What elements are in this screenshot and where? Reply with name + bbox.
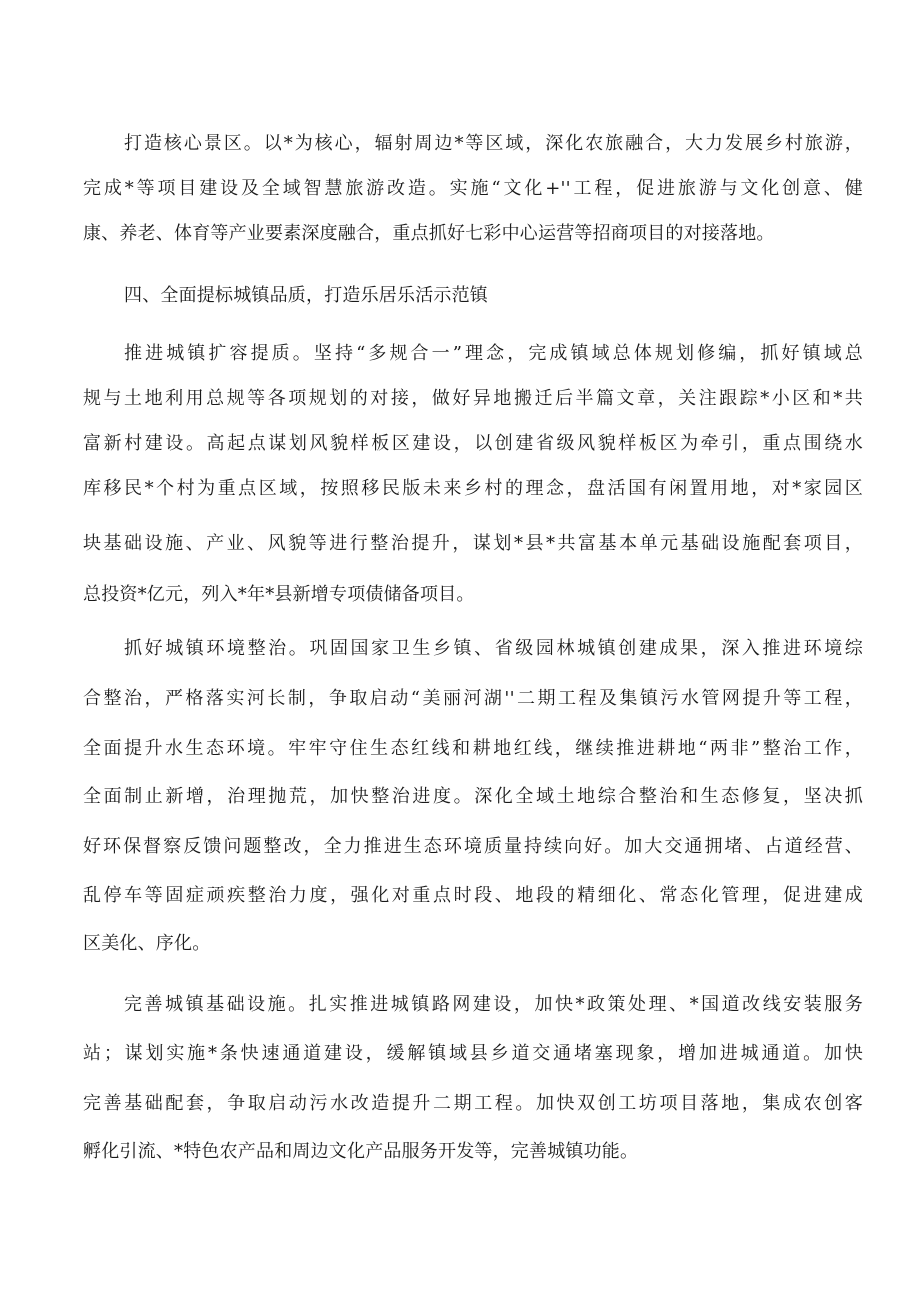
paragraph-town-expansion-line-1: 推进城镇扩容提质。坚持“多规合一”理念，完成镇域总体规划修编，抓好镇域总 [124, 343, 863, 364]
paragraph-environment-line-6: 乱停车等固症顽疾整治力度，强化对重点时段、地段的精细化、常态化管理，促进建成 [83, 885, 863, 906]
paragraph-core-scenic-area-line-3: 康、养老、体育等产业要素深度融合，重点抓好七彩中心运营等招商项目的对接落地。 [83, 223, 775, 244]
paragraph-town-expansion-line-4: 库移民*个村为重点区域，按照移民版未来乡村的理念，盘活国有闲置用地，对*家园区 [83, 478, 863, 499]
paragraph-town-expansion-line-6: 总投资*亿元，列入*年*县新增专项债储备项目。 [83, 584, 475, 605]
paragraph-infrastructure-line-3: 完善基础配套，争取启动污水改造提升二期工程。加快双创工坊项目落地，集成农创客 [83, 1093, 863, 1114]
paragraph-town-expansion-line-5: 块基础设施、产业、风貌等进行整治提升，谋划*县*共富基本单元基础设施配套项目， [83, 533, 863, 554]
paragraph-town-expansion-line-2: 规与土地利用总规等各项规划的对接，做好异地搬迁后半篇文章，关注跟踪*小区和*共 [83, 388, 863, 409]
paragraph-environment-line-2: 合整治，严格落实河长制，争取启动“美丽河湖''二期工程及集镇污水管网提升等工程， [83, 688, 863, 709]
paragraph-environment-line-5: 好环保督察反馈问题整改，全力推进生态环境质量持续向好。加大交通拥堵、占道经营、 [83, 836, 863, 857]
paragraph-infrastructure-line-1: 完善城镇基础设施。扎实推进城镇路网建设，加快*政策处理、*国道改线安装服务 [124, 994, 863, 1015]
paragraph-infrastructure-line-2: 站；谋划实施*条快速通道建设，缓解镇域县乡道交通堵塞现象，增加进城通道。加快 [83, 1043, 863, 1064]
paragraph-town-expansion-line-3: 富新村建设。高起点谋划风貌样板区建设，以创建省级风貌样板区为牵引，重点围绕水 [83, 433, 863, 454]
paragraph-environment-line-3: 全面提升水生态环境。牢牢守住生态红线和耕地红线，继续推进耕地“两非”整治工作， [83, 738, 863, 759]
paragraph-core-scenic-area-line-1: 打造核心景区。以*为核心，辐射周边*等区域，深化农旅融合，大力发展乡村旅游， [124, 133, 863, 154]
paragraph-environment-line-4: 全面制止新增，治理抛荒，加快整治进度。深化全域土地综合整治和生态修复，坚决抓 [83, 786, 863, 807]
paragraph-environment-line-7: 区美化、序化。 [83, 933, 211, 954]
paragraph-infrastructure-line-4: 孵化引流、*特色农产品和周边文化产品服务开发等，完善城镇功能。 [83, 1141, 639, 1162]
paragraph-environment-line-1: 抓好城镇环境整治。巩固国家卫生乡镇、省级园林城镇创建成果，深入推进环境综 [124, 638, 863, 659]
section-heading: 四、全面提标城镇品质，打造乐居乐活示范镇 [124, 285, 488, 306]
paragraph-core-scenic-area-line-2: 完成*等项目建设及全域智慧旅游改造。实施“文化+''工程，促进旅游与文化创意、健 [83, 178, 863, 199]
